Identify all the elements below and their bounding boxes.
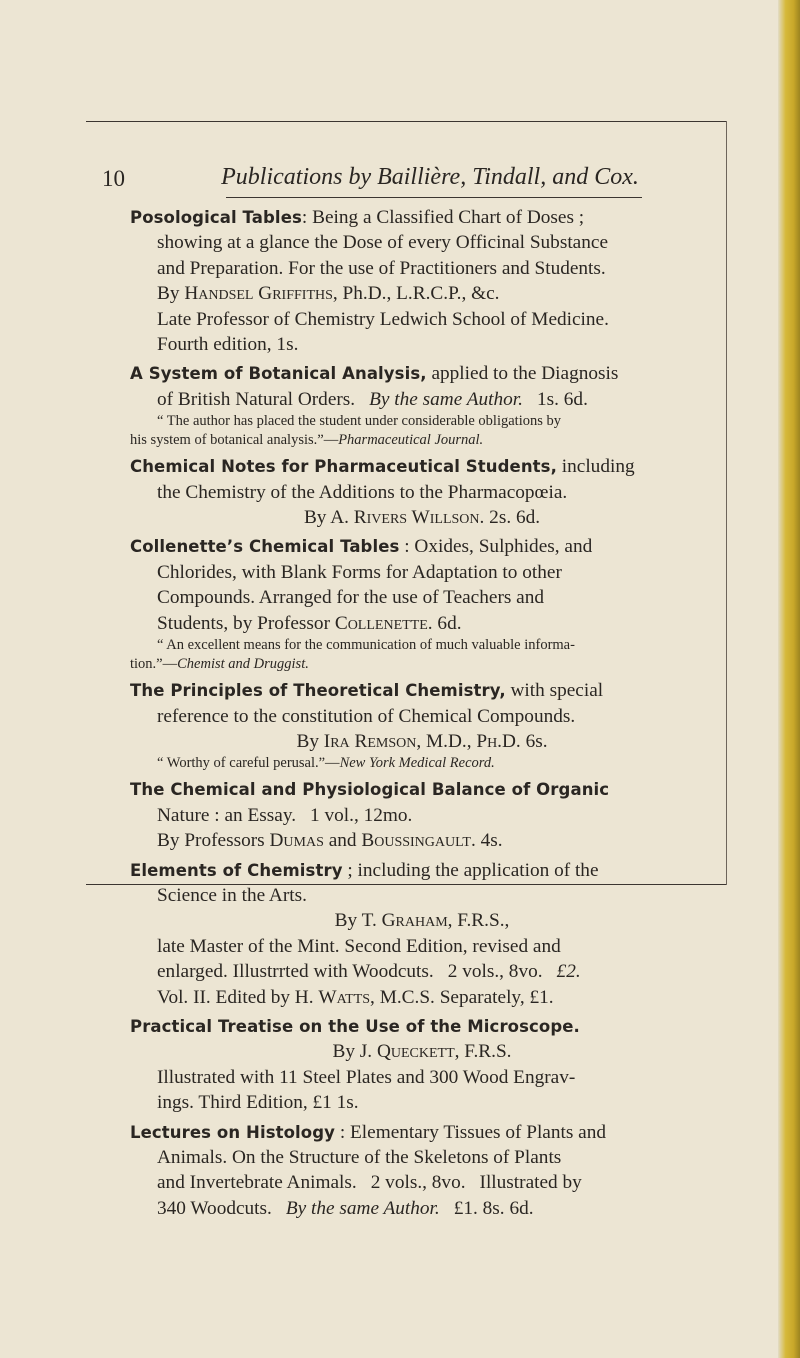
entry-text: and Preparation. For the use of Practitioners and Students.	[157, 257, 606, 279]
entry-text: Compounds. Arranged for the use of Teachers and	[157, 587, 545, 609]
price: 1s. 6d.	[537, 388, 588, 410]
entry-theoretical-chemistry	[130, 678, 714, 773]
price: . 6d.	[427, 612, 462, 634]
entry-botanical-analysis	[130, 361, 714, 450]
running-head: Publications by Baillière, Tindall, and Cox.	[221, 164, 639, 190]
entry-posological-tables	[130, 205, 714, 357]
entry-text: 340 Woodcuts.	[157, 1197, 272, 1219]
entry-title: Collenette’s Chemical Tables	[130, 537, 400, 557]
entry-chemical-notes	[130, 454, 714, 530]
entry-text: By J.	[332, 1041, 377, 1063]
entry-text: enlarged. Illustrrted with Woodcuts.	[157, 961, 434, 983]
entry-text: Vol. II. Edited by H.	[157, 986, 319, 1008]
entry-text: By	[157, 283, 185, 305]
entry-text: with special	[505, 680, 604, 702]
review-source: New York Medical Record.	[339, 755, 495, 772]
right-border-rule	[726, 121, 727, 885]
review-quote: tion.”—	[130, 656, 178, 673]
entry-text: showing at a glance the Dose of every Officinal Substance	[157, 232, 609, 254]
entry-text: : Oxides, Sulphides, and	[399, 536, 593, 558]
entry-microscope-treatise	[130, 1014, 714, 1116]
book-spine-edge	[778, 0, 800, 1358]
entry-title: Practical Treatise on the Use of the Microscope.	[130, 1016, 580, 1036]
review-source: Chemist and Druggist.	[177, 656, 309, 673]
entry-lectures-histology	[130, 1120, 714, 1222]
entry-title: The Principles of Theoretical Chemistry,	[130, 681, 506, 701]
entry-text: , Ph.D., L.R.C.P., &c.	[332, 283, 500, 305]
author-name: Dumas	[269, 830, 324, 852]
review-quote: “ The author has placed the student under considerable obligations by	[157, 413, 562, 430]
entry-title: Lectures on Histology	[130, 1122, 336, 1142]
author-note: By the same Author.	[285, 1197, 440, 1219]
entry-text: 2 vols., 8vo.	[370, 1172, 466, 1194]
entry-text: Illustrated by	[479, 1172, 582, 1194]
review-quote: “ An excellent means for the communication of much valuable informa-	[157, 637, 575, 654]
entry-text: Animals. On the Structure of the Skeletons of Plants	[157, 1147, 562, 1168]
entry-title: Posological Tables	[130, 208, 302, 227]
author-name: Watts	[318, 986, 371, 1008]
entry-text: late Master of the Mint. Second Edition, revised and	[157, 935, 561, 957]
entry-text: Ph.D.	[476, 730, 521, 752]
entry-text: 1 vol., 12mo.	[310, 804, 413, 826]
entry-text: , F.R.S.	[454, 1041, 512, 1063]
entry-title: Chemical Notes for Pharmaceutical Students,	[130, 457, 557, 477]
review-source: Pharmaceutical Journal.	[338, 432, 484, 449]
entry-text: : Being a Classified Chart of Doses ;	[301, 207, 585, 228]
entry-title: Elements of Chemistry	[130, 860, 343, 880]
author-name: Queckett	[376, 1041, 455, 1063]
author-name: Graham	[381, 910, 448, 932]
entry-text: Nature : an Essay.	[157, 804, 297, 826]
entry-title: A System of Botanical Analysis,	[130, 364, 427, 384]
entry-title: The Chemical and Physiological Balance of Organic	[130, 780, 610, 800]
entry-text: Late Professor of Chemistry Ledwich School of Medicine.	[157, 308, 609, 330]
entry-text: By	[296, 730, 324, 752]
entry-text: 2 vols., 8vo.	[447, 961, 543, 983]
entry-text: Illustrated with 11 Steel Plates and 300 Wood Engrav-	[157, 1066, 576, 1088]
entry-text: applied to the Diagnosis	[426, 363, 619, 385]
entry-text: By T.	[334, 910, 382, 932]
entry-text: Chlorides, with Blank Forms for Adaptation to other	[157, 561, 562, 583]
bottom-border-rule	[86, 884, 726, 885]
author-name: Ira Remson	[323, 730, 417, 752]
price: . 2s. 6d.	[479, 507, 541, 529]
entry-text: reference to the constitution of Chemical Compounds.	[157, 705, 576, 727]
price: 6s.	[520, 730, 548, 752]
entry-text: Fourth edition, 1s.	[157, 334, 299, 356]
entry-text: ; including the application of the	[342, 859, 599, 881]
author-name: Boussingault	[361, 830, 471, 852]
entry-text: Science in the Arts.	[157, 884, 307, 906]
price: . 4s.	[470, 830, 503, 852]
entry-text: ings. Third Edition, £1 1s.	[157, 1092, 359, 1114]
entry-elements-of-chemistry	[130, 858, 714, 1010]
author-name: Collenette	[334, 612, 428, 634]
entry-text: Students, by Professor	[157, 612, 335, 634]
catalogue-entries	[130, 205, 714, 1225]
entry-text: and Invertebrate Animals.	[157, 1172, 357, 1194]
page-number: 10	[102, 166, 125, 191]
entry-text: : Elementary Tissues of Plants and	[335, 1121, 607, 1143]
entry-text: of British Natural Orders.	[157, 388, 356, 410]
entry-text: and	[323, 830, 362, 852]
review-quote: “ Worthy of careful perusal.”—	[157, 755, 340, 772]
entry-collenette-tables	[130, 534, 714, 674]
header-rule	[226, 197, 642, 198]
entry-text: , F.R.S.,	[447, 910, 510, 932]
entry-text: By Professors	[157, 830, 270, 852]
entry-physiological-balance	[130, 777, 714, 853]
author-note: By the same Author.	[369, 388, 523, 410]
review-quote: his system of botanical analysis.”—	[130, 432, 339, 449]
entry-text: the Chemistry of the Additions to the Pharmacopœia.	[157, 481, 568, 503]
entry-text: including	[556, 456, 635, 478]
top-border-rule	[86, 121, 726, 122]
entry-text: , M.D.,	[416, 730, 477, 752]
author-name: Handsel Griffiths	[184, 283, 333, 305]
author-name: Rivers Willson	[353, 507, 480, 529]
price: £2.	[556, 961, 581, 983]
entry-text: By A.	[303, 507, 354, 529]
entry-text: , M.C.S. Separately, £1.	[370, 986, 554, 1008]
price: £1. 8s. 6d.	[453, 1197, 534, 1219]
